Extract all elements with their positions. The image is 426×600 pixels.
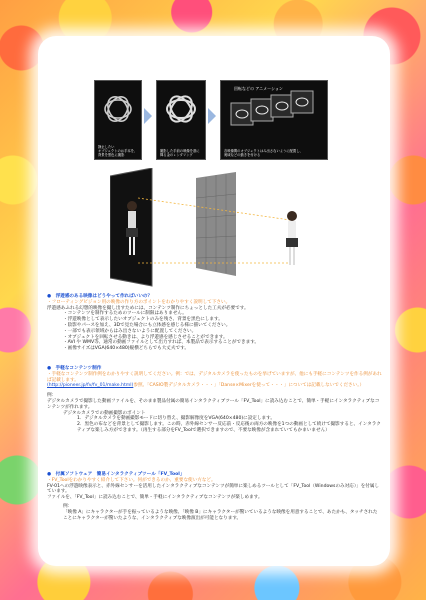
section-3-para-2: ファイルを、「FV_Tool」に読み込むことで、簡単・手軽にインタラクティブなコンテンツが楽しめます。 <box>47 495 263 501</box>
section-3-title: 付属ソフトウェア 簡易インタラクティブツール「FV_Tool」 <box>55 472 185 477</box>
list-item: ・オブジェクトを回転させる動きは、より浮遊感を感じさせることができます。 <box>63 334 228 340</box>
bullet-icon: ● <box>47 472 52 477</box>
section-1-subtitle: ・フローティングビジョン用の映像の作り方のポイントをわかりやすく説明して下さい。 <box>47 299 231 305</box>
diagram-step-2-caption: 撮影した手前の映像を基に 輝る金のレンダリング <box>160 149 200 157</box>
list-item: ・画像サイズはVGA(640×480)縦横どちらでも大丈夫です。 <box>63 346 189 352</box>
step-item: 1．デジタルカメラを動画撮影モードに切り替え、撮影解像度をVGA(640×480)に設定します。 <box>77 416 275 422</box>
bullet-icon: ● <box>47 294 52 299</box>
bullet-icon: ● <box>47 366 52 371</box>
arrow-icon <box>208 108 216 124</box>
section-easy-content <box>47 366 382 434</box>
list-item: ・コンテンツを制作するためのツールに制限はありません。 <box>63 311 187 317</box>
section-2-title: 手軽なコンテンツ制作 <box>55 366 102 371</box>
diagram-step-1-caption: 静止したい オブジェクトのお手本を、 背景を黒色に撮影 <box>98 145 138 157</box>
list-item: ・AVI や WMV等、通常の動画ファイルとして出力すれば、本製品で表示することができます。 <box>63 340 260 346</box>
section-3-para-1: FV-01への浮遊映像表示と、赤外線センサーを活用したインタラクティブなコンテンツが簡単に楽しめるツールとして「FV_Tool（Windowsのみ対応）」を付属しています。 <box>47 483 380 495</box>
diagram-step-3-caption: 各映像間のオブジェクトはみ出さないように配置し、 奥域などの動きを付ける <box>224 149 303 157</box>
wireframe-ring-icon <box>95 81 141 141</box>
section-2-para-2: デジタルカメラでの動画撮影のポイント <box>63 410 146 416</box>
section-3-para-3: 「映像 A」にキャラクターが手を振っているような映像、「映像 B」にキャラクターが驚いているような映像を用意することで、あたかも、タッチされたことにキャラクターが驚いたような、インタラクティブな映像演出が可能となります。 <box>63 509 378 521</box>
arrow-icon <box>144 108 152 124</box>
make-page-link[interactable]: (http://pioneer.jp/fv/fv_01/make.html) <box>47 383 134 389</box>
character-figure-right <box>286 211 298 265</box>
section-2-subtitle: ・手軽なコンテンツ制作例をわかりやすく説明してください。例：では、デジタルカメラを使ったものを挙げていますが、他にも手軽にコンテンツを作る例があれば記載します。 <box>47 371 382 383</box>
diagram-step-1 <box>94 80 142 160</box>
list-item: ・一部でも表示領域からはみ出さないように配置してください。 <box>63 328 197 334</box>
list-item: ・陰影やパースを加え、3Dで見た場合にも立体感を感じる様に描いてください。 <box>63 322 231 328</box>
section-fv-tool <box>47 472 382 521</box>
example-label: 例： <box>47 393 57 399</box>
section-3-subtitle: ・FV_Toolをわかりやすく紹介して下さい。何ができるのか、重要な使い方など。 <box>47 477 216 483</box>
section-1-title: 浮遊感のある映像はどうやって作ればいいの？ <box>55 294 153 299</box>
list-item: ・浮遊映像として表示したいオブジェクトのみを残さ、背景を黒色にします。 <box>63 317 223 323</box>
animation-label: 回転などの アニメーション <box>234 86 283 91</box>
diagram-step-2 <box>156 80 206 160</box>
section-2-link-note: 参照。「CASIO製デジタルカメラ・・・」「Danse×Mixerを使って・・・」については記載しないでください。） <box>133 383 365 389</box>
step-item: 2．黒色の布などを背景として撮影します。この時、赤外線センサー反応前・反応後の両方の映像を1つの動画として続けて撮影すると、インタラクティブな楽しみ方ができます。（再生する部分をFV_Toolで選択できますので、不要な映像が含まれていてもかまいません） <box>77 422 381 433</box>
example-label: 例： <box>63 503 73 509</box>
section-1-intro: 浮遊感あふれる幻想的映像を撮し出すためには、コンテンツ制作にちょっとした工夫が必要です。 <box>47 305 249 311</box>
section-2-para-1: デジタルカメラで撮影した動画ファイルを、そのまま製品付属の簡易インタラクティブツール「FV_Tool」に読み込むことで、簡単・手軽にインタラクティブなコンテンツが作れます。 <box>47 398 380 410</box>
diagram-step-3 <box>220 80 328 160</box>
wireframe-ring-icon <box>157 81 205 141</box>
process-diagram <box>94 80 326 158</box>
section-floating-video <box>47 294 382 352</box>
projection-illustration <box>110 168 324 288</box>
